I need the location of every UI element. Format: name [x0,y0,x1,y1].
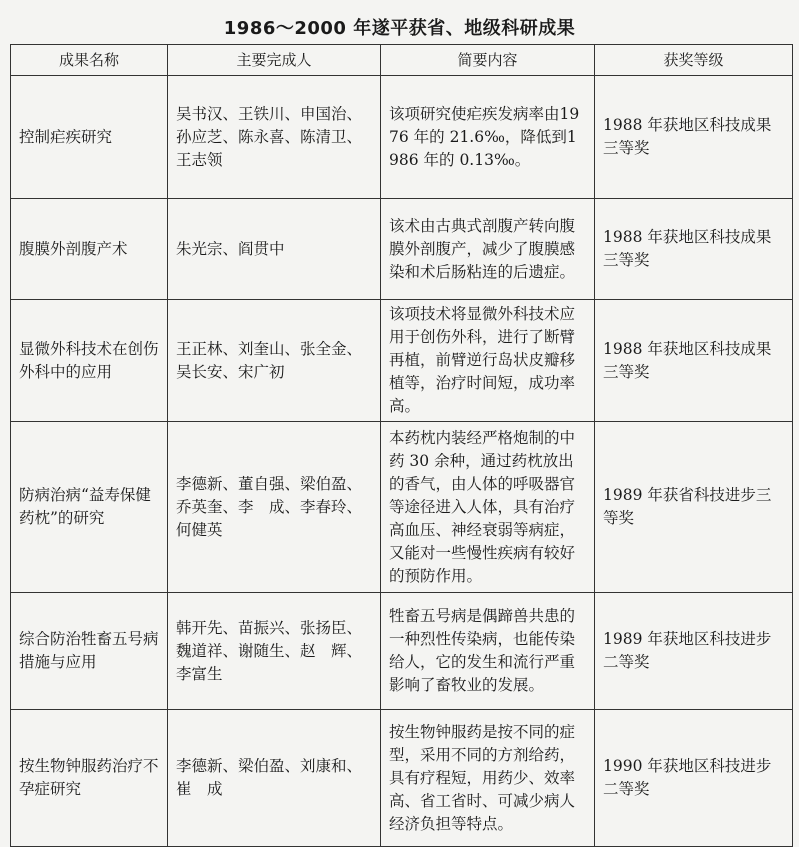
cell-name: 综合防治牲畜五号病措施与应用 [11,593,168,710]
cell-content: 该项技术将显微外科技术应用于创伤外科，进行了断臂再植，前臂逆行岛状皮瓣移植等，治疗时间短，成功率高。 [381,300,595,422]
table-row [11,593,793,710]
cell-content: 该术由古典式剖腹产转向腹膜外剖腹产，减少了腹膜感染和术后肠粘连的后遗症。 [381,199,595,300]
header-content: 简要内容 [381,45,595,76]
cell-people: 李德新、梁伯盈、刘康和、崔 成 [168,710,381,847]
cell-people: 王正林、刘奎山、张全金、吴长安、宋广初 [168,300,381,422]
cell-name: 腹膜外剖腹产术 [11,199,168,300]
cell-name: 按生物钟服药治疗不孕症研究 [11,710,168,847]
cell-name: 防病治病“益寿保健药枕”的研究 [11,422,168,593]
header-name: 成果名称 [11,45,168,76]
table-row [11,300,793,422]
cell-award: 1988 年获地区科技成果三等奖 [595,76,793,199]
cell-award: 1988 年获地区科技成果三等奖 [595,199,793,300]
cell-award: 1989 年获地区科技进步二等奖 [595,593,793,710]
cell-name: 控制疟疾研究 [11,76,168,199]
cell-award: 1988 年获地区科技成果三等奖 [595,300,793,422]
header-award: 获奖等级 [595,45,793,76]
cell-people: 韩开先、苗振兴、张扬臣、魏道祥、谢随生、赵 辉、李富生 [168,593,381,710]
table-row [11,199,793,300]
table-row [11,76,793,199]
cell-content: 该项研究使疟疾发病率由1976 年的 21.6‰，降低到1986 年的 0.13‰。 [381,76,595,199]
cell-people: 李德新、董自强、梁伯盈、乔英奎、李 成、李春玲、何健英 [168,422,381,593]
page-title: 1986～2000 年遂平获省、地级科研成果 [223,18,576,39]
cell-content: 本药枕内装经严格炮制的中药 30 余种，通过药枕放出的香气，由人体的呼吸器官等途径进入人体，具有治疗高血压、神经衰弱等病症，又能对一些慢性疾病有较好的预防作用。 [381,422,595,593]
table-header-row [11,45,793,76]
research-results-table [10,44,793,847]
cell-people: 吴书汉、王铁川、申国治、孙应芝、陈永喜、陈清卫、王志领 [168,76,381,199]
table-row [11,422,793,593]
cell-award: 1989 年获省科技进步三等奖 [595,422,793,593]
header-people: 主要完成人 [168,45,381,76]
table-row [11,710,793,847]
cell-content: 按生物钟服药是按不同的症型，采用不同的方剂给药，具有疗程短，用药少、效率高、省工省时、可减少病人经济负担等特点。 [381,710,595,847]
cell-name: 显微外科技术在创伤外科中的应用 [11,300,168,422]
cell-award: 1990 年获地区科技进步二等奖 [595,710,793,847]
cell-people: 朱光宗、阎贯中 [168,199,381,300]
cell-content: 牲畜五号病是偶蹄兽共患的一种烈性传染病，也能传染给人，它的发生和流行严重影响了畜牧业的发展。 [381,593,595,710]
